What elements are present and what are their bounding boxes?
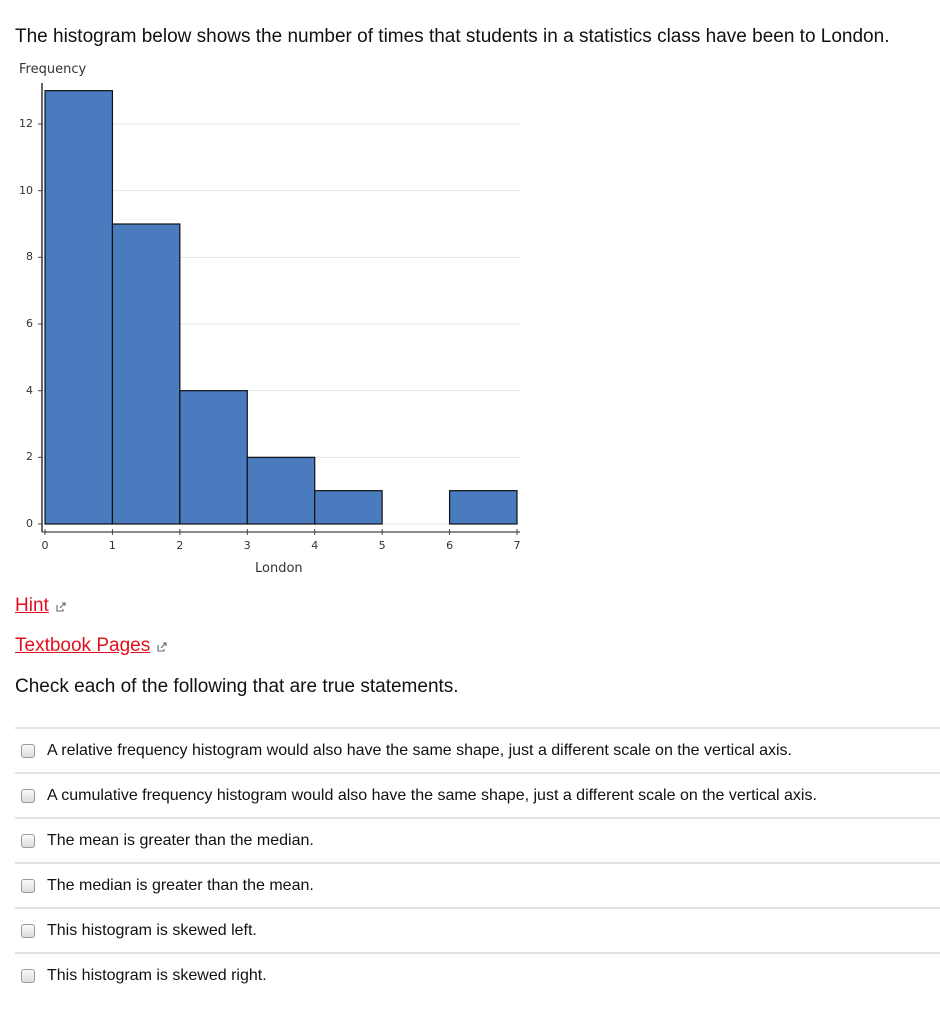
histogram-bar [45,91,112,524]
checkbox[interactable] [21,744,35,758]
histogram-bar [247,457,314,524]
histogram-bar [315,491,382,524]
option-label: This histogram is skewed right. [47,966,267,984]
histogram-bar [180,391,247,524]
x-tick-label: 7 [513,539,521,552]
option-label: The median is greater than the mean. [47,876,314,894]
y-tick-label: 6 [26,317,33,330]
x-tick-label: 6 [446,539,454,552]
checkbox[interactable] [21,834,35,848]
hint-row [15,595,66,617]
option-row[interactable] [15,727,940,772]
external-link-icon [157,642,167,652]
x-tick-label: 2 [176,539,184,552]
option-row[interactable] [15,772,940,817]
option-row[interactable] [15,817,940,862]
y-axis-label: Frequency [19,62,87,77]
y-tick-label: 10 [19,183,33,197]
x-axis-label: London [255,561,303,576]
x-tick-label: 1 [108,539,116,552]
histogram-plot [0,55,560,590]
y-tick-label: 8 [26,250,33,264]
checkbox[interactable] [21,969,35,983]
textbook-row [15,635,167,657]
y-tick-label: 0 [26,517,33,530]
checkbox[interactable] [21,879,35,893]
y-tick-label: 12 [19,117,33,130]
option-label: A relative frequency histogram would also have the same shape, just a different scale on the vertical axis. [47,741,792,759]
y-tick-label: 2 [26,450,33,464]
x-tick-label: 0 [41,539,49,552]
checkbox[interactable] [21,924,35,938]
answer-options [15,727,940,997]
histogram-bar [450,491,517,524]
hint-link[interactable]: Hint [15,595,49,616]
checkbox[interactable] [21,789,35,803]
histogram-bar [112,224,179,524]
option-row[interactable] [15,862,940,907]
option-row[interactable] [15,952,940,997]
question-prompt: The histogram below shows the number of times that students in a statistics class have been to London. [15,26,890,47]
x-tick-label: 3 [243,539,251,552]
instructions: Check each of the following that are true statements. [15,676,459,697]
textbook-pages-link[interactable]: Textbook Pages [15,635,151,656]
external-link-icon [56,602,66,612]
option-label: The mean is greater than the median. [47,831,314,849]
x-tick-label: 4 [311,539,319,552]
option-row[interactable] [15,907,940,952]
y-tick-label: 4 [26,383,33,397]
option-label: A cumulative frequency histogram would also have the same shape, just a different scale on the vertical axis. [47,786,817,804]
x-tick-label: 5 [378,539,386,552]
histogram-chart [0,55,560,590]
option-label: This histogram is skewed left. [47,921,257,939]
